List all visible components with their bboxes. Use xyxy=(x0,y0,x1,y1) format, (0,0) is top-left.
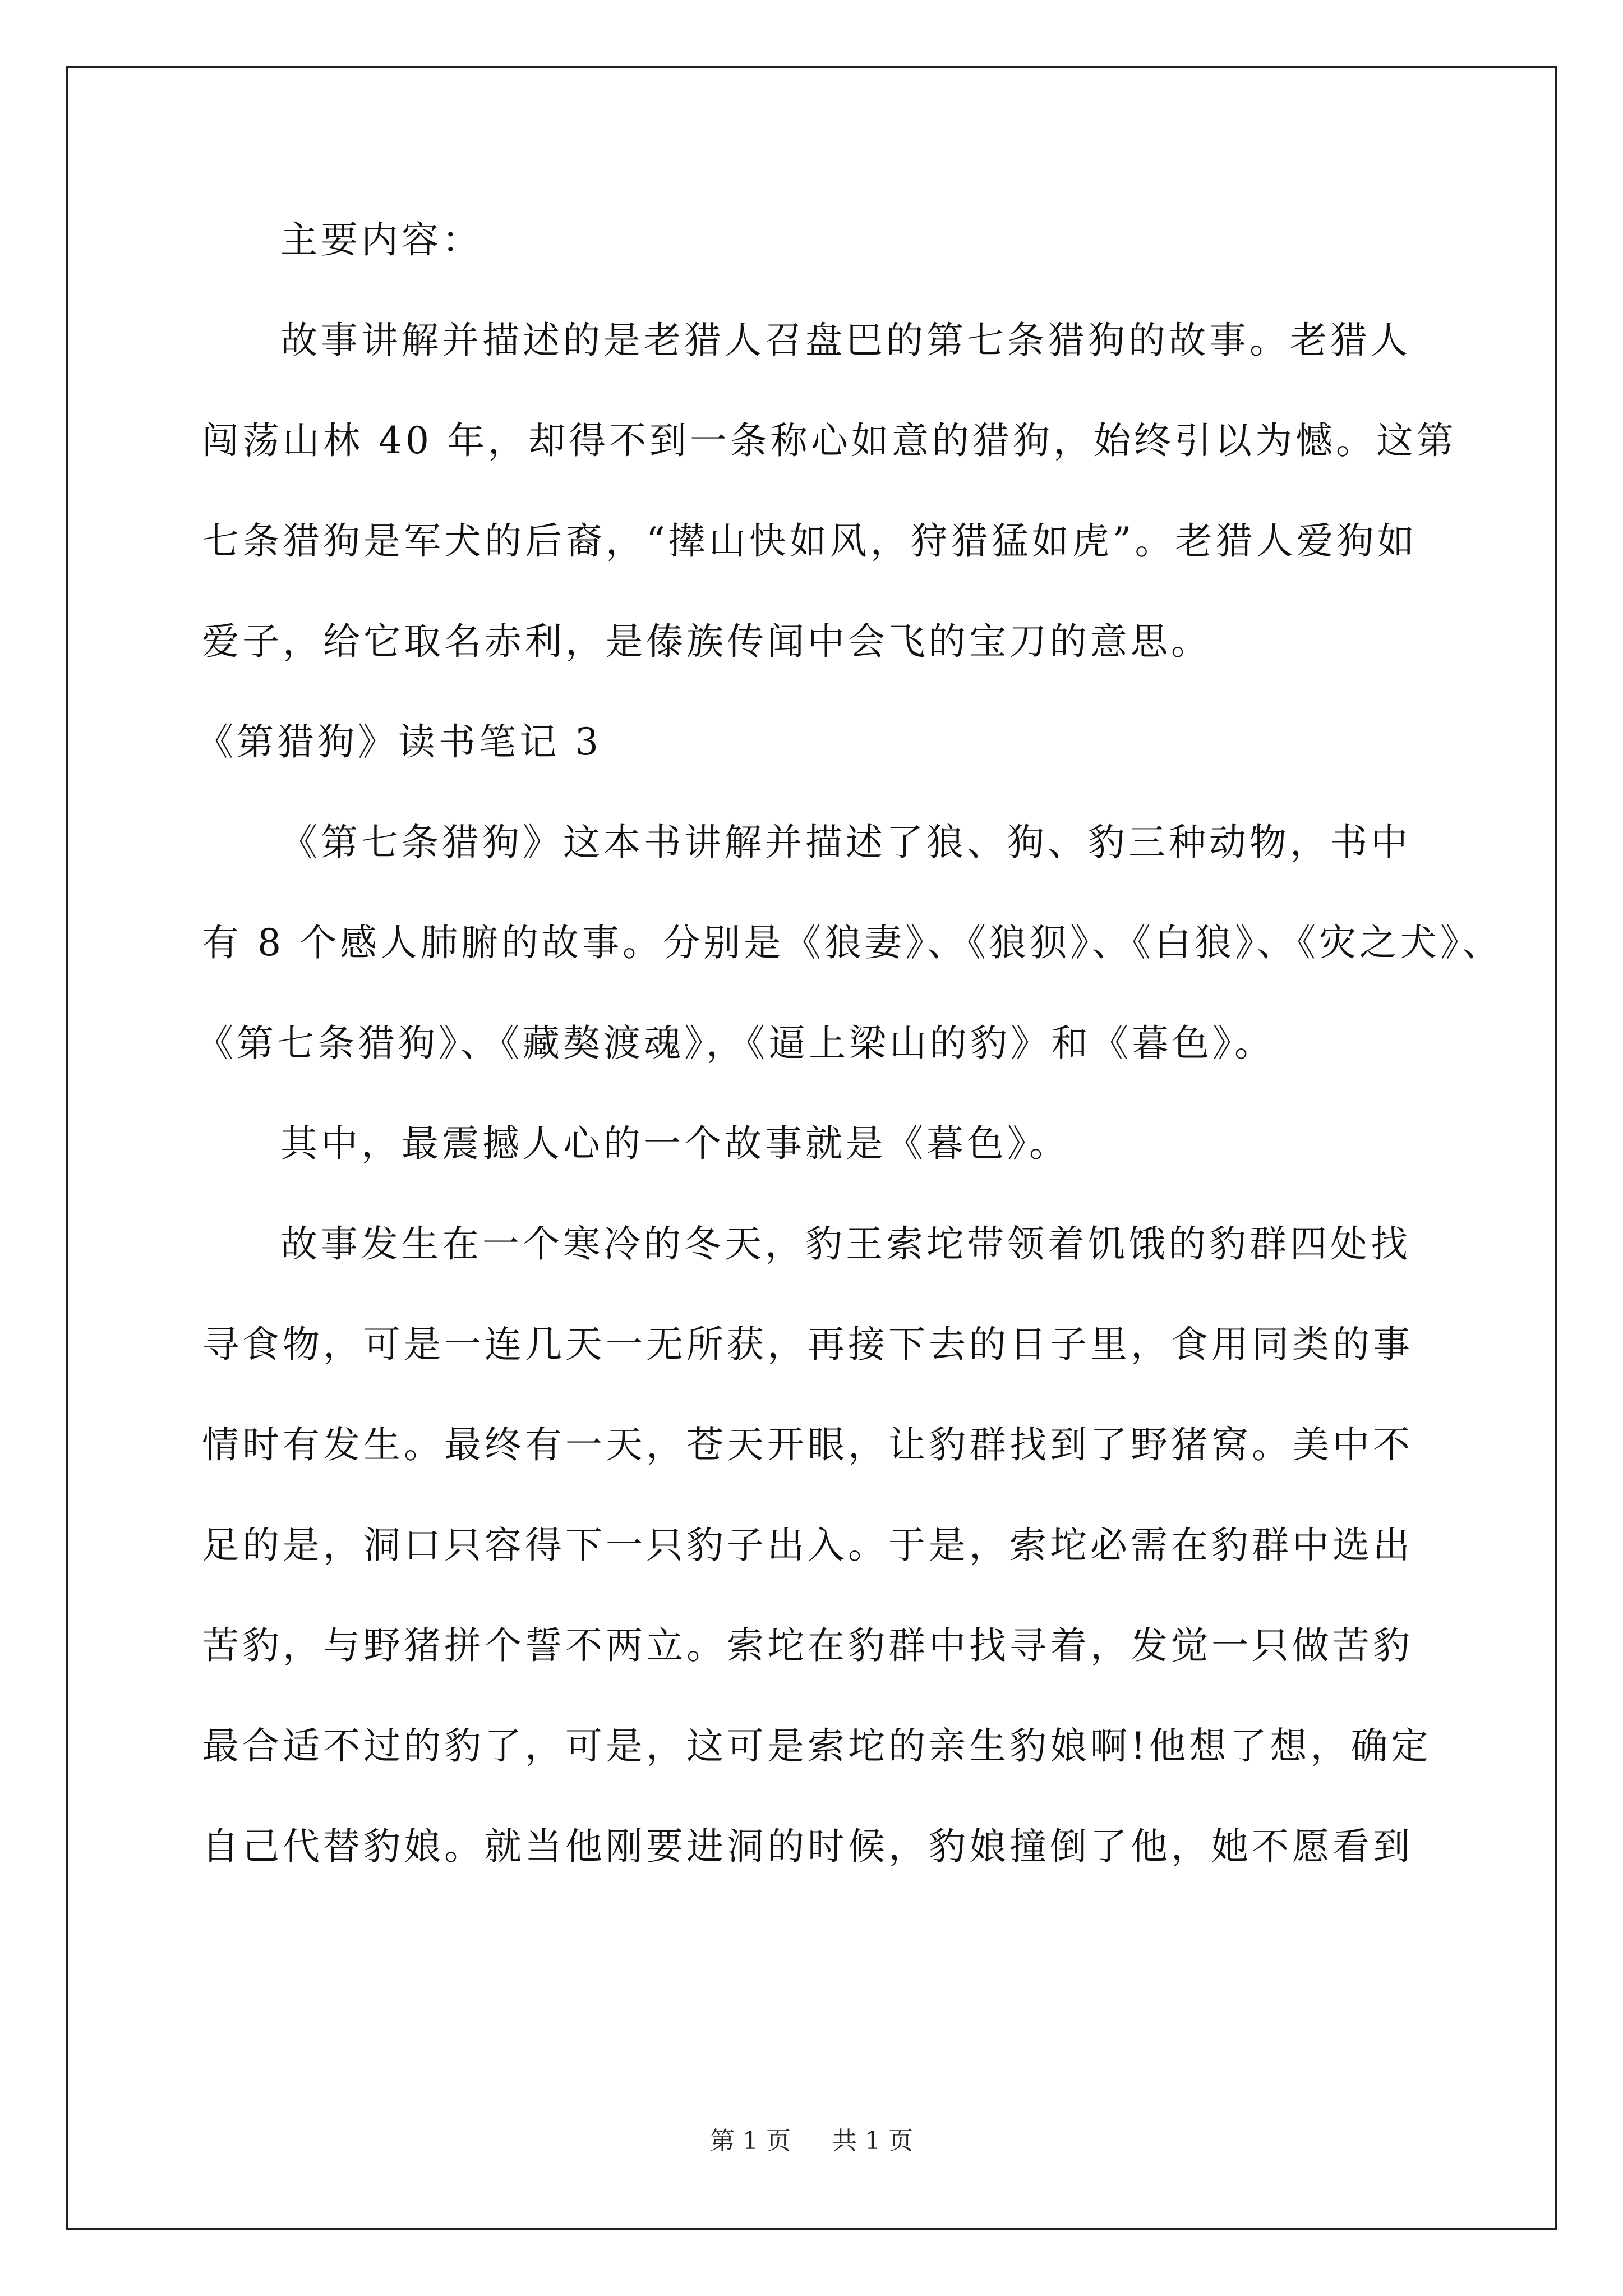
paragraph-line: 故事发生在一个寒冷的冬天，豹王索坨带领着饥饿的豹群四处找 xyxy=(280,1222,1411,1266)
paragraph-line: 七条猎狗是军犬的后裔，“撵山快如风，狩猎猛如虎”。老猎人爱狗如 xyxy=(202,519,1418,563)
paragraph-line: 寻食物，可是一连几天一无所获，再接下去的日子里，食用同类的事 xyxy=(202,1323,1413,1366)
paragraph-line: 《第七条猎狗》、《藏獒渡魂》，《逼上梁山的豹》和《暮色》。 xyxy=(196,1022,1275,1065)
paragraph-line: 最合适不过的豹了，可是，这可是索坨的亲生豹娘啊!他想了想，确定 xyxy=(202,1724,1432,1768)
paragraph-line: 有 8 个感人肺腑的故事。分别是《狼妻》、《狼狈》、《白狼》、《灾之犬》、 xyxy=(202,921,1502,964)
paragraph-line: 主要内容： xyxy=(280,218,482,261)
section-heading: 《第猎狗》读书笔记 3 xyxy=(196,720,602,763)
paragraph-line: 情时有发生。最终有一天，苍天开眼，让豹群找到了野猪窝。美中不 xyxy=(202,1423,1413,1466)
paragraph-line: 其中，最震撼人心的一个故事就是《暮色》。 xyxy=(280,1122,1069,1165)
paragraph-line: 《第七条猎狗》这本书讲解并描述了狼、狗、豹三种动物，书中 xyxy=(280,821,1411,864)
document-body xyxy=(196,218,1502,1929)
paragraph-line: 足的是，洞口只容得下一只豹子出入。于是，索坨必需在豹群中选出 xyxy=(202,1524,1413,1567)
page-footer xyxy=(0,2129,1623,2154)
page-number: 第 1 页 xyxy=(710,2127,791,2155)
paragraph-line: 爱子，给它取名赤利，是傣族传闻中会飞的宝刀的意思。 xyxy=(202,620,1211,663)
paragraph-line: 苦豹，与野猪拼个誓不两立。索坨在豹群中找寻着，发觉一只做苦豹 xyxy=(202,1624,1413,1667)
paragraph-line: 自己代替豹娘。就当他刚要进洞的时候，豹娘撞倒了他，她不愿看到 xyxy=(202,1825,1413,1868)
page-total: 共 1 页 xyxy=(832,2127,913,2155)
paragraph-line: 闯荡山林 40 年，却得不到一条称心如意的猎狗，始终引以为憾。这第 xyxy=(202,419,1457,462)
paragraph-line: 故事讲解并描述的是老猎人召盘巴的第七条猎狗的故事。老猎人 xyxy=(280,319,1411,362)
